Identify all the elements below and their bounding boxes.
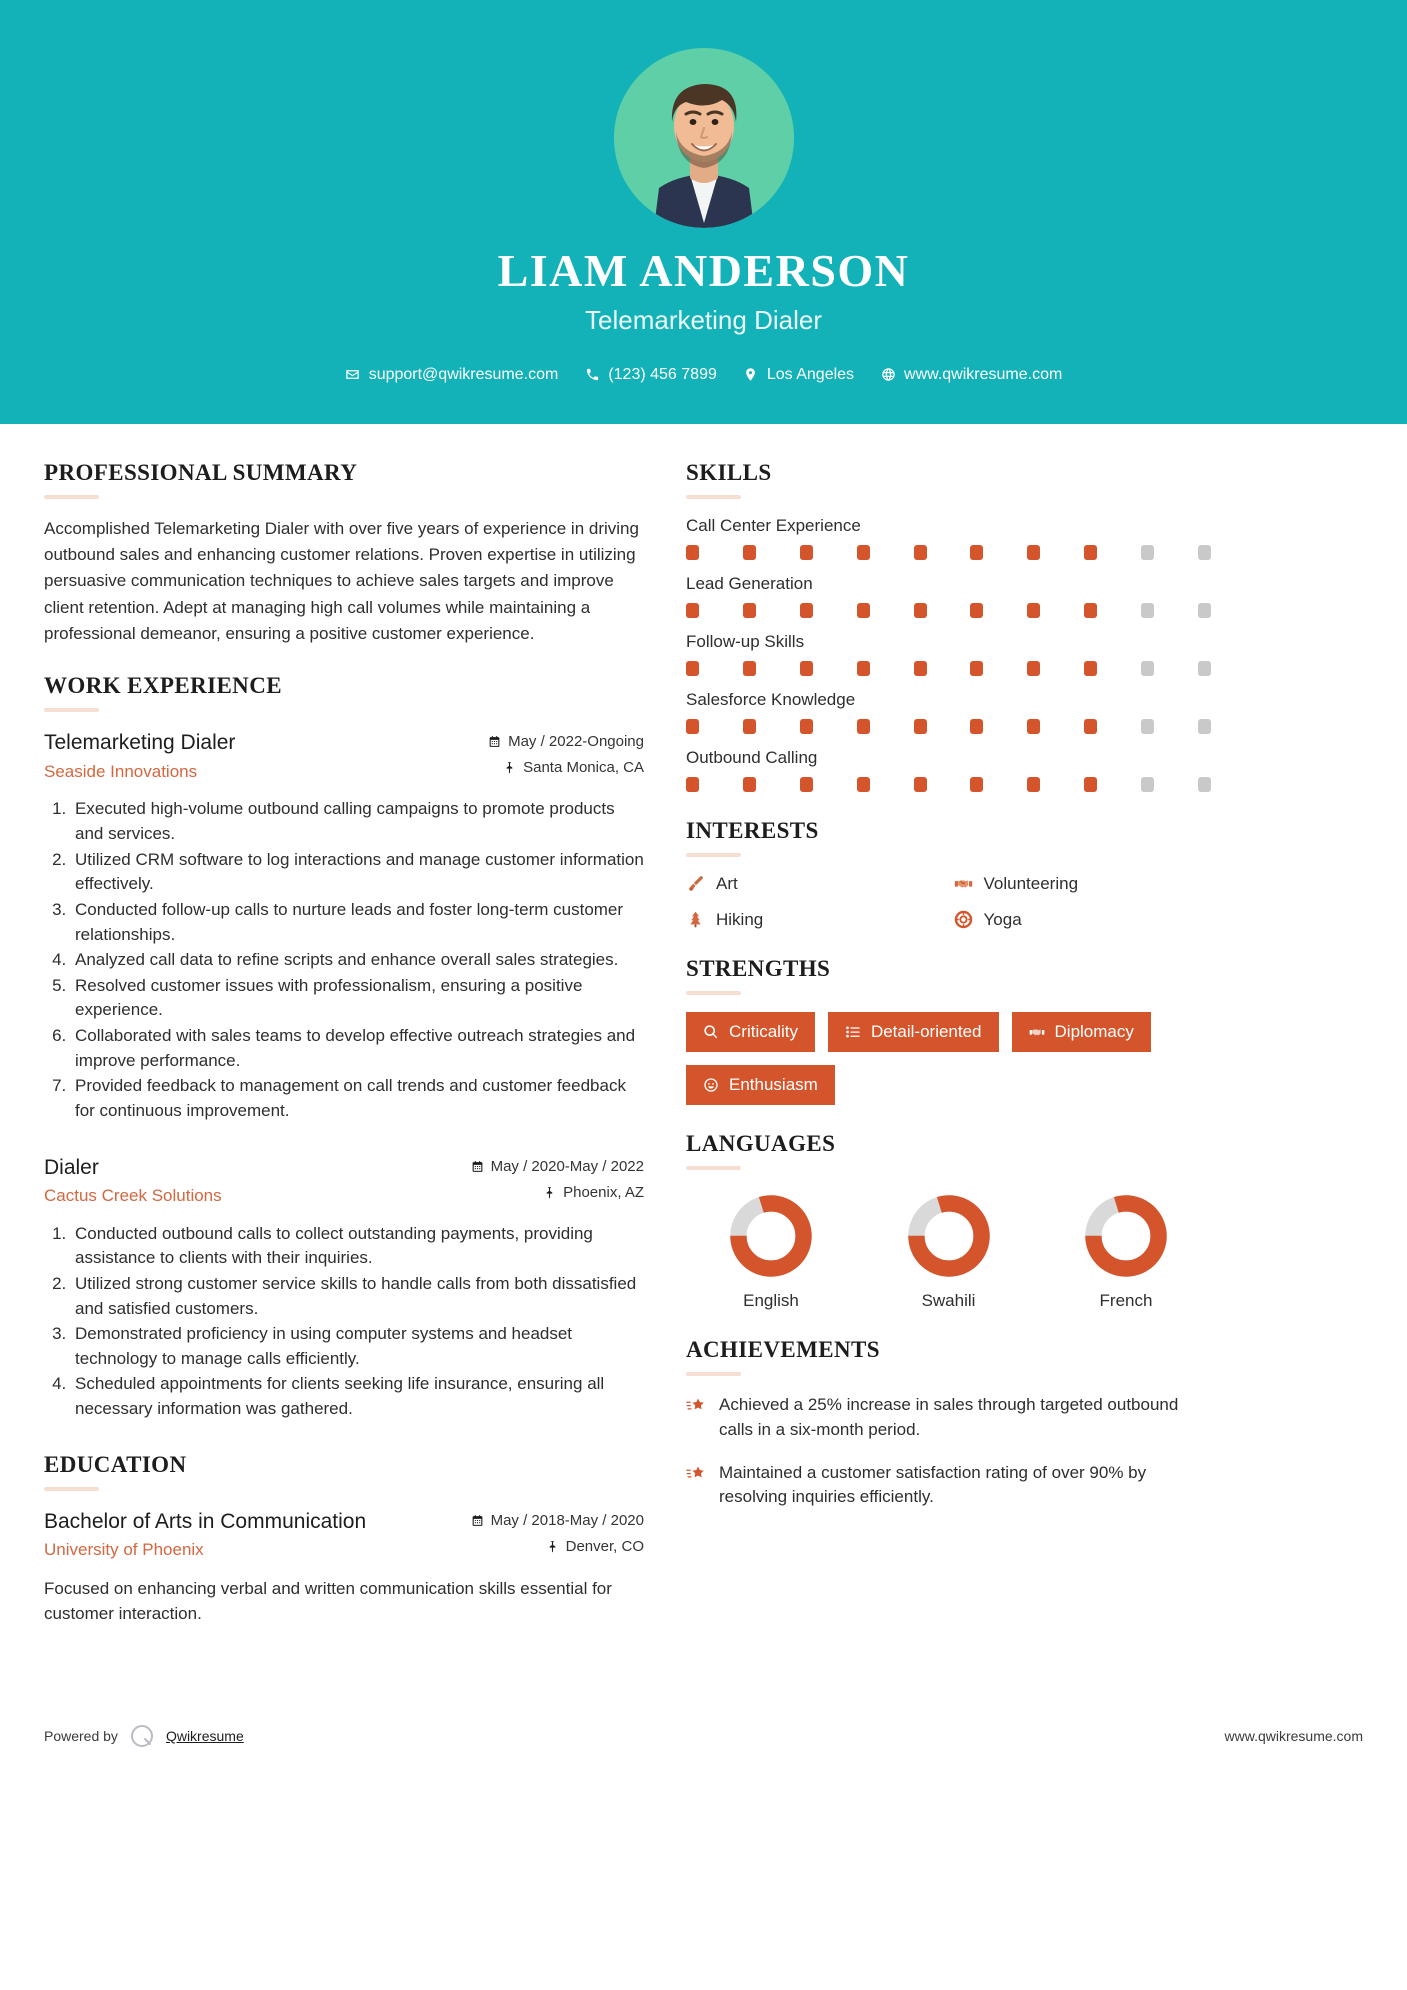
strength-chip: [1012, 1012, 1151, 1052]
section-heading: ACHIEVEMENTS: [686, 1337, 880, 1363]
list-item: 6. Collaborated with sales teams to develop effective outreach strategies and improve performance.: [71, 1024, 644, 1073]
skill-dot: [1027, 661, 1040, 676]
achievement-item: [686, 1461, 1211, 1510]
list-item: 4. Analyzed call data to refine scripts and enhance overall sales strategies.: [71, 948, 644, 973]
interest-item: [686, 874, 944, 894]
skill-dot: [1198, 661, 1211, 676]
skill-dot: [743, 661, 756, 676]
skill-dot: [1141, 719, 1154, 734]
resume-footer: [0, 1697, 1407, 1775]
section-heading: EDUCATION: [44, 1451, 187, 1477]
work-entry: [44, 729, 644, 1123]
skill-dot: [970, 661, 983, 676]
section-heading: STRENGTHS: [686, 955, 831, 981]
skill-dot: [1141, 545, 1154, 560]
work-organization: Seaside Innovations: [44, 761, 198, 781]
achievement-text: Achieved a 25% increase in sales through targeted outbound calls in a six-month period.: [719, 1395, 1179, 1440]
strength-chip: [686, 1065, 835, 1105]
skill-dot: [1084, 777, 1097, 792]
language-label: English: [743, 1291, 799, 1311]
contact-email[interactable]: [337, 366, 567, 384]
skill-dot: [800, 603, 813, 618]
strengths-list: [686, 1012, 1211, 1106]
pushpin-icon: [543, 1186, 556, 1199]
skill-dot: [914, 545, 927, 560]
section-rule: [686, 1372, 741, 1376]
skill-dot: [686, 661, 699, 676]
work-dates: [488, 733, 644, 750]
magnifier-icon: [703, 1024, 719, 1040]
skill-dot: [743, 719, 756, 734]
paintbrush-icon: [686, 874, 705, 893]
skill-rating: [686, 661, 1211, 676]
skill-row: [686, 748, 1211, 792]
calendar-icon: [471, 1514, 484, 1527]
list-item: 3. Conducted follow-up calls to nurture leads and foster long-term customer relationships.: [71, 898, 644, 947]
interest-label: Volunteering: [983, 873, 1079, 893]
skill-dot: [1141, 661, 1154, 676]
contact-website-value: www.qwikresume.com: [904, 365, 1063, 383]
qwikresume-link[interactable]: Qwikresume: [165, 1727, 244, 1744]
left-column: [44, 460, 644, 1657]
language-item: [1051, 1193, 1201, 1311]
section-professional-summary: [44, 460, 644, 648]
work-organization: Cactus Creek Solutions: [44, 1185, 222, 1205]
skill-dot: [743, 545, 756, 560]
avatar: [614, 48, 794, 228]
section-strengths: [686, 956, 1211, 1106]
skill-dot: [1027, 545, 1040, 560]
section-rule: [44, 708, 99, 712]
summary-text: Accomplished Telemarketing Dialer with over five years of experience in driving outbound sales and enhancing customer relations. Proven expertise in utilizing persuasive communication techniques to achieve sales targets and improve client retention. Adept at managing high call volumes while maintaining a professional demeanor, ensuring a positive customer experience.: [44, 518, 639, 643]
skill-dot: [1141, 777, 1154, 792]
lifebuoy-icon: [954, 910, 973, 929]
skill-dot: [970, 545, 983, 560]
skill-dot: [743, 777, 756, 792]
skill-dot: [914, 603, 927, 618]
work-dates: [471, 1158, 644, 1175]
section-rule: [44, 1487, 99, 1491]
work-role: Telemarketing Dialer: [44, 731, 236, 755]
skill-dot: [686, 545, 699, 560]
section-rule: [686, 495, 741, 499]
skill-dot: [1198, 603, 1211, 618]
envelope-icon: [345, 367, 361, 383]
skill-dot: [857, 661, 870, 676]
skill-dot: [800, 719, 813, 734]
skill-row: [686, 574, 1211, 618]
strength-chip: [686, 1012, 815, 1052]
smiley-icon: [703, 1077, 719, 1093]
list-item: 1. Executed high-volume outbound calling campaigns to promote products and services.: [71, 797, 644, 846]
section-interests: [686, 818, 1211, 930]
work-dates-value: May / 2020-May / 2022: [490, 1157, 644, 1175]
skill-dot: [1084, 545, 1097, 560]
section-rule: [44, 495, 99, 499]
language-donut-chart: [728, 1193, 814, 1279]
footer-brand: [44, 1723, 244, 1749]
interest-label: Yoga: [983, 909, 1022, 929]
education-location: [471, 1538, 644, 1555]
education-dates: [471, 1512, 644, 1529]
skill-dot: [800, 545, 813, 560]
language-label: Swahili: [921, 1291, 976, 1311]
skill-rating: [686, 777, 1211, 792]
work-role: Dialer: [44, 1155, 99, 1179]
qwikresume-logo-icon: [129, 1723, 155, 1749]
work-bullets: [44, 1222, 644, 1422]
skill-dot: [857, 719, 870, 734]
section-heading: WORK EXPERIENCE: [44, 673, 282, 699]
skill-label: Follow-up Skills: [686, 631, 805, 651]
strength-label: Enthusiasm: [729, 1074, 818, 1094]
skill-dot: [686, 719, 699, 734]
map-pin-icon: [743, 367, 759, 383]
section-skills: [686, 460, 1211, 792]
section-rule: [686, 1166, 741, 1170]
list-item: 7. Provided feedback to management on call trends and customer feedback for continuous improvement.: [71, 1074, 644, 1123]
resume-body: [0, 424, 1407, 1657]
shooting-star-icon: [686, 1393, 706, 1416]
pushpin-icon: [503, 761, 516, 774]
avatar-photo-icon: [614, 48, 794, 228]
section-heading: SKILLS: [686, 459, 772, 485]
skill-dot: [743, 603, 756, 618]
skill-dot: [1084, 719, 1097, 734]
strength-label: Detail-oriented: [870, 1021, 982, 1041]
language-label: French: [1099, 1291, 1153, 1311]
footer-website: www.qwikresume.com: [1224, 1727, 1363, 1744]
skill-dot: [1027, 603, 1040, 618]
skill-label: Call Center Experience: [686, 515, 861, 535]
list-item: 2. Utilized CRM software to log interactions and manage customer information effectively.: [71, 848, 644, 897]
education-dates-value: May / 2018-May / 2020: [490, 1511, 644, 1529]
contact-phone-value: (123) 456 7899: [608, 365, 717, 383]
section-work-experience: [44, 673, 644, 1421]
section-heading: PROFESSIONAL SUMMARY: [44, 459, 358, 485]
skill-dot: [1198, 545, 1211, 560]
skill-dot: [1141, 603, 1154, 618]
list-icon: [845, 1024, 861, 1040]
skill-dot: [1198, 777, 1211, 792]
handshake-icon: [1029, 1024, 1045, 1040]
language-donut-chart: [906, 1193, 992, 1279]
achievement-text: Maintained a customer satisfaction rating of over 90% by resolving inquiries efficiently.: [719, 1462, 1147, 1507]
contact-location: [735, 366, 862, 384]
skill-dot: [857, 545, 870, 560]
list-item: 4. Scheduled appointments for clients seeking life insurance, ensuring all necessary information was gathered.: [71, 1372, 644, 1421]
language-donut-chart: [1083, 1193, 1169, 1279]
strength-chip: [828, 1012, 999, 1052]
skill-rating: [686, 603, 1211, 618]
skill-dot: [914, 719, 927, 734]
interest-label: Hiking: [716, 909, 764, 929]
interest-label: Art: [716, 873, 738, 893]
work-entry: [44, 1154, 644, 1422]
skill-rating: [686, 719, 1211, 734]
list-item: 3. Demonstrated proficiency in using computer systems and headset technology to manage calls efficiently.: [71, 1322, 644, 1371]
skill-dot: [800, 661, 813, 676]
skill-dot: [857, 777, 870, 792]
skill-dot: [970, 719, 983, 734]
section-heading: INTERESTS: [686, 817, 819, 843]
skill-label: Outbound Calling: [686, 747, 818, 767]
skill-row: [686, 632, 1211, 676]
skill-dot: [800, 777, 813, 792]
resume-header: [0, 0, 1407, 424]
page-title: LIAM ANDERSON: [497, 245, 910, 296]
pushpin-icon: [546, 1540, 559, 1553]
skill-row: [686, 690, 1211, 734]
tree-icon: [686, 910, 705, 929]
language-item: [874, 1193, 1024, 1311]
work-location-value: Santa Monica, CA: [523, 759, 644, 777]
interests-grid: [686, 874, 1211, 930]
globe-icon: [880, 367, 896, 383]
skill-dot: [914, 661, 927, 676]
contact-row: [0, 366, 1407, 384]
right-column: [686, 460, 1211, 1536]
interest-item: [686, 910, 944, 930]
work-location: [471, 1184, 644, 1201]
skill-dot: [1084, 661, 1097, 676]
section-achievements: [686, 1337, 1211, 1510]
section-rule: [686, 991, 741, 995]
shooting-star-icon: [686, 1461, 706, 1484]
skill-dot: [970, 777, 983, 792]
skill-dot: [1027, 719, 1040, 734]
skill-dot: [1084, 603, 1097, 618]
section-languages: [686, 1131, 1211, 1311]
handshake-icon: [954, 874, 973, 893]
job-title: Telemarketing Dialer: [585, 304, 822, 335]
work-dates-value: May / 2022-Ongoing: [508, 733, 644, 751]
education-entry: [44, 1508, 644, 1627]
list-item: 5. Resolved customer issues with professionalism, ensuring a positive experience.: [71, 974, 644, 1023]
list-item: 1. Conducted outbound calls to collect outstanding payments, providing assistance to clients with their inquiries.: [71, 1222, 644, 1271]
education-location-value: Denver, CO: [565, 1537, 644, 1555]
skill-dot: [686, 777, 699, 792]
interest-item: [954, 910, 1212, 930]
work-bullets: [44, 797, 644, 1123]
strength-label: Criticality: [729, 1021, 798, 1041]
calendar-icon: [488, 735, 501, 748]
powered-by-label: Powered by: [44, 1727, 118, 1744]
education-degree: Bachelor of Arts in Communication: [44, 1509, 367, 1533]
achievement-item: [686, 1393, 1211, 1442]
skill-row: [686, 516, 1211, 560]
interest-item: [954, 874, 1212, 894]
section-education: [44, 1452, 644, 1627]
calendar-icon: [471, 1160, 484, 1173]
languages-list: [686, 1187, 1211, 1311]
work-location: [488, 759, 644, 776]
skill-dot: [914, 777, 927, 792]
skill-dot: [970, 603, 983, 618]
skill-rating: [686, 545, 1211, 560]
work-location-value: Phoenix, AZ: [563, 1183, 644, 1201]
skill-label: Salesforce Knowledge: [686, 689, 856, 709]
contact-phone[interactable]: [576, 366, 725, 384]
skill-dot: [1198, 719, 1211, 734]
skill-dot: [857, 603, 870, 618]
list-item: 2. Utilized strong customer service skills to handle calls from both dissatisfied and satisfied customers.: [71, 1272, 644, 1321]
education-description: Focused on enhancing verbal and written communication skills essential for customer interaction.: [44, 1578, 612, 1624]
phone-icon: [584, 367, 600, 383]
language-item: [696, 1193, 846, 1311]
skill-label: Lead Generation: [686, 573, 813, 593]
education-institution: University of Phoenix: [44, 1540, 204, 1560]
contact-website[interactable]: [872, 366, 1070, 384]
contact-email-value: support@qwikresume.com: [368, 365, 559, 383]
contact-location-value: Los Angeles: [766, 365, 855, 383]
skill-dot: [686, 603, 699, 618]
strength-label: Diplomacy: [1054, 1021, 1134, 1041]
section-heading: LANGUAGES: [686, 1131, 836, 1157]
section-rule: [686, 853, 741, 857]
skill-dot: [1027, 777, 1040, 792]
